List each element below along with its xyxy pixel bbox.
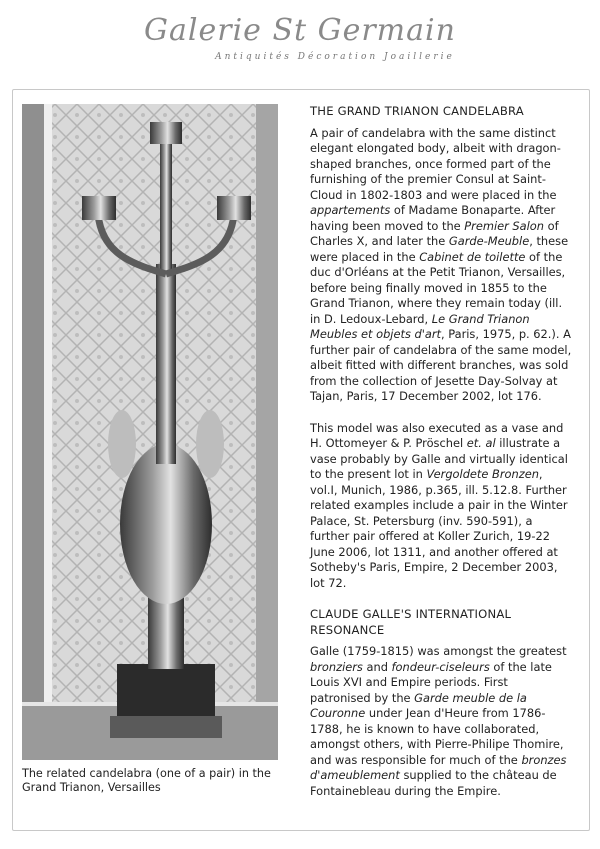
text-run: , Paris, 1975, p. 62.). A further pair of candelabra of the same model, albeit fitted with different branches, was sold from the collection of Jesette Day-Solvay at Tajan, Paris, 17 December 2002, lot 176.: [310, 327, 572, 403]
text-run: of the duc d'Orléans at the Petit Trianon, Versailles, before being finally moved in 1855 to the Grand Trianon, where they remain today (ill. in D. Ledoux-Lebard,: [310, 249, 566, 326]
text-run: of Madame Bonaparte. After having been moved to the: [310, 203, 556, 233]
italic-term: Garde meuble de la Couronne: [310, 690, 527, 720]
text-column: [310, 104, 572, 815]
section-title-galle: CLAUDE GALLE'S INTERNATIONAL RESONANCE: [310, 607, 512, 637]
text-run: , vol.I, Munich, 1986, p.365, ill. 5.12.8. Further related examples include a pair in the Winter Palace, St. Petersburg (inv. 590-591), a further pair offered at Koller Zurich, 19-22 June 2006, lot 1311, and another offered at Sotheby's Paris, Empire, 2 December 2003, lot 72.: [310, 467, 568, 590]
text-run: Galle (1759-1815) was amongst the greatest: [310, 644, 567, 658]
section-title-trianon: THE GRAND TRIANON CANDELABRA: [310, 104, 524, 118]
text-run: and: [362, 659, 392, 674]
text-run: A pair of candelabra with the same distinct elegant elongated body, albeit with dragon-shaped branches, once formed part of the furnishing of the premier Consul at Saint-Cloud in 1802-1803 and were placed in the: [310, 125, 561, 202]
italic-term: appartements: [310, 203, 391, 217]
text-run: supplied to the château de Fontainebleau during the Empire.: [310, 768, 557, 798]
text-run: under Jean d'Heure from 1786-1788, he is known to have collaborated, amongst others, with Pierre-Philipe Thomire, and was responsible for much of the: [310, 706, 564, 767]
italic-term: bronzes d'ameublement: [310, 752, 567, 782]
text-run: illustrate a vase probably by Galle and virtually identical to the present lot in: [310, 436, 568, 481]
gallery-logo: [0, 14, 600, 62]
italic-term: Vergoldete Bronzen: [426, 467, 539, 481]
italic-term: Premier Salon: [464, 218, 544, 233]
paragraph: [310, 126, 572, 405]
italic-term: et. al: [466, 436, 496, 450]
text-run: This model was also executed as a vase and H. Ottomeyer & P. Pröschel: [310, 420, 564, 450]
text-run: , these were placed in the: [310, 234, 569, 264]
paragraph: [310, 421, 572, 592]
italic-term: Le Grand Trianon Meubles et objets d'art: [310, 311, 530, 341]
photo-caption: The related candelabra (one of a pair) in the Grand Trianon, Versailles: [22, 767, 271, 794]
italic-term: Garde-Meuble: [448, 234, 530, 248]
text-run: of Charles X, and later the: [310, 218, 559, 248]
candelabra-photo: [22, 104, 278, 760]
italic-term: fondeur-ciseleurs: [391, 659, 490, 674]
paragraph: [310, 644, 572, 799]
italic-term: bronziers: [310, 659, 363, 674]
italic-term: Cabinet de toilette: [419, 249, 526, 264]
text-run: of the late Louis XVI and Empire periods. First patronised by the: [310, 659, 552, 705]
logo-title: Galerie St Germain: [144, 13, 456, 48]
logo-subtitle: Antiquités Décoration Joaillerie: [215, 52, 455, 62]
